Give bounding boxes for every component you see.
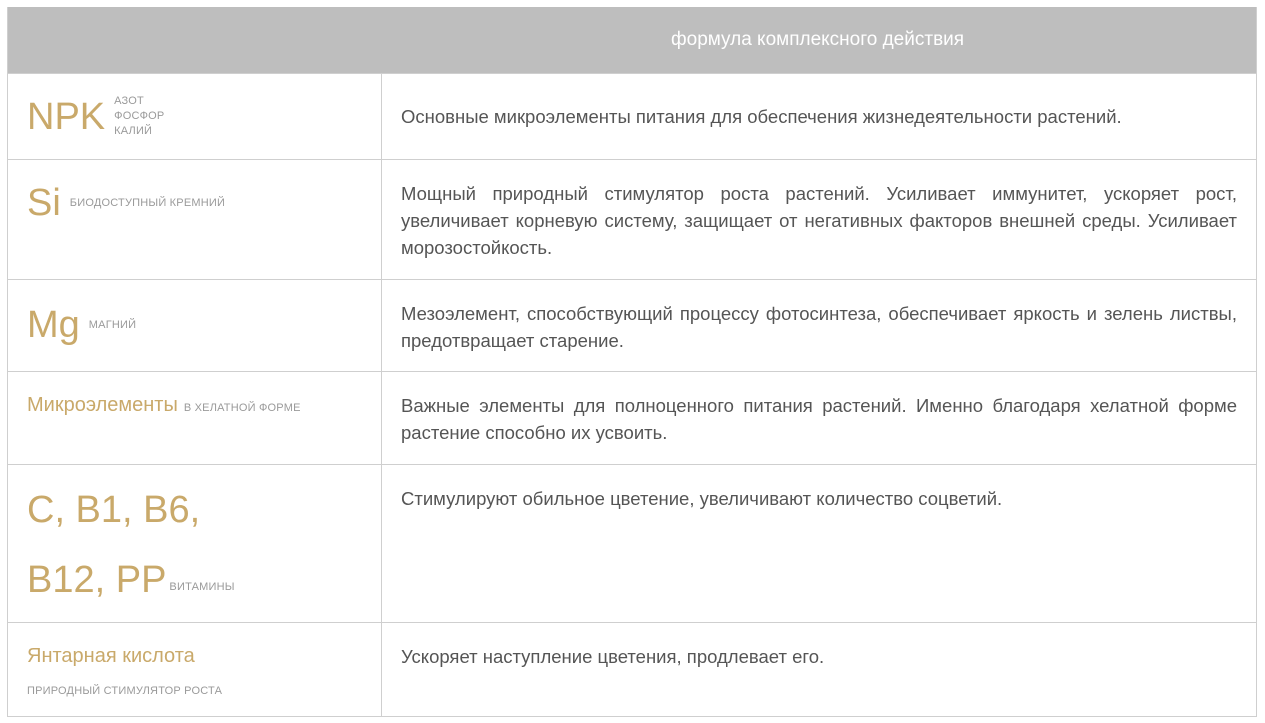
element-note: МАГНИЙ xyxy=(88,319,137,331)
element-note: КАЛИЙ xyxy=(114,125,153,137)
element-symbol: Mg xyxy=(27,304,80,346)
row-description-cell xyxy=(382,74,1256,159)
element-note: ФОСФОР xyxy=(114,110,165,122)
row-description-cell xyxy=(382,372,1256,464)
row-label-cell xyxy=(8,465,382,622)
table-row-microelements xyxy=(8,371,1256,464)
row-description-cell xyxy=(382,160,1256,279)
row-description: Стимулируют обильное цветение, увеличивают количество соцветий. xyxy=(401,488,1003,509)
element-symbol: Микроэлементы xyxy=(27,394,178,416)
formula-table xyxy=(7,7,1257,717)
table-row-mg xyxy=(8,279,1256,371)
row-description: Важные элементы для полноценного питания растений. Именно благодаря хелатной форме растение способно их усвоить. xyxy=(401,395,1237,443)
header-title: формула комплексного действия xyxy=(671,29,965,50)
element-note: ПРИРОДНЫЙ СТИМУЛЯТОР РОСТА xyxy=(27,685,223,697)
row-label-cell xyxy=(8,372,382,464)
element-symbol-line-1: С, В1, В6, xyxy=(27,489,201,531)
table-row-vitamins xyxy=(8,464,1256,622)
element-note: АЗОТ xyxy=(114,95,144,107)
row-label-cell xyxy=(8,74,382,159)
table-row-si xyxy=(8,159,1256,279)
row-label-cell xyxy=(8,280,382,371)
element-note: В ХЕЛАТНОЙ ФОРМЕ xyxy=(183,401,301,414)
table-row-succinic-acid xyxy=(8,622,1256,716)
row-description: Основные микроэлементы питания для обеспечения жизнедеятельности растений. xyxy=(401,106,1122,127)
row-description: Мезоэлемент, способствующий процессу фотосинтеза, обеспечивает яркость и зелень листвы, предотвращает старение. xyxy=(401,303,1237,351)
row-description-cell xyxy=(382,623,1256,716)
row-label-cell xyxy=(8,160,382,279)
element-symbol-line-2: В12, РР xyxy=(27,559,167,601)
row-description: Мощный природный стимулятор роста растений. Усиливает иммунитет, ускоряет рост, увеличивает корневую систему, защищает от негативных факторов внешней среды. Усиливает морозостойкость. xyxy=(401,183,1237,258)
table-header xyxy=(8,7,1256,73)
row-description-cell xyxy=(382,465,1256,622)
row-description-cell xyxy=(382,280,1256,371)
element-symbol: NPK xyxy=(27,95,106,138)
row-description: Ускоряет наступление цветения, продлевает его. xyxy=(401,646,825,667)
element-symbol: Янтарная кислота xyxy=(27,645,195,667)
element-note: БИОДОСТУПНЫЙ КРЕМНИЙ xyxy=(69,197,226,209)
element-symbol: Si xyxy=(27,182,61,224)
row-label-cell xyxy=(8,623,382,716)
table-row-npk xyxy=(8,73,1256,159)
element-note: ВИТАМИНЫ xyxy=(169,581,235,593)
